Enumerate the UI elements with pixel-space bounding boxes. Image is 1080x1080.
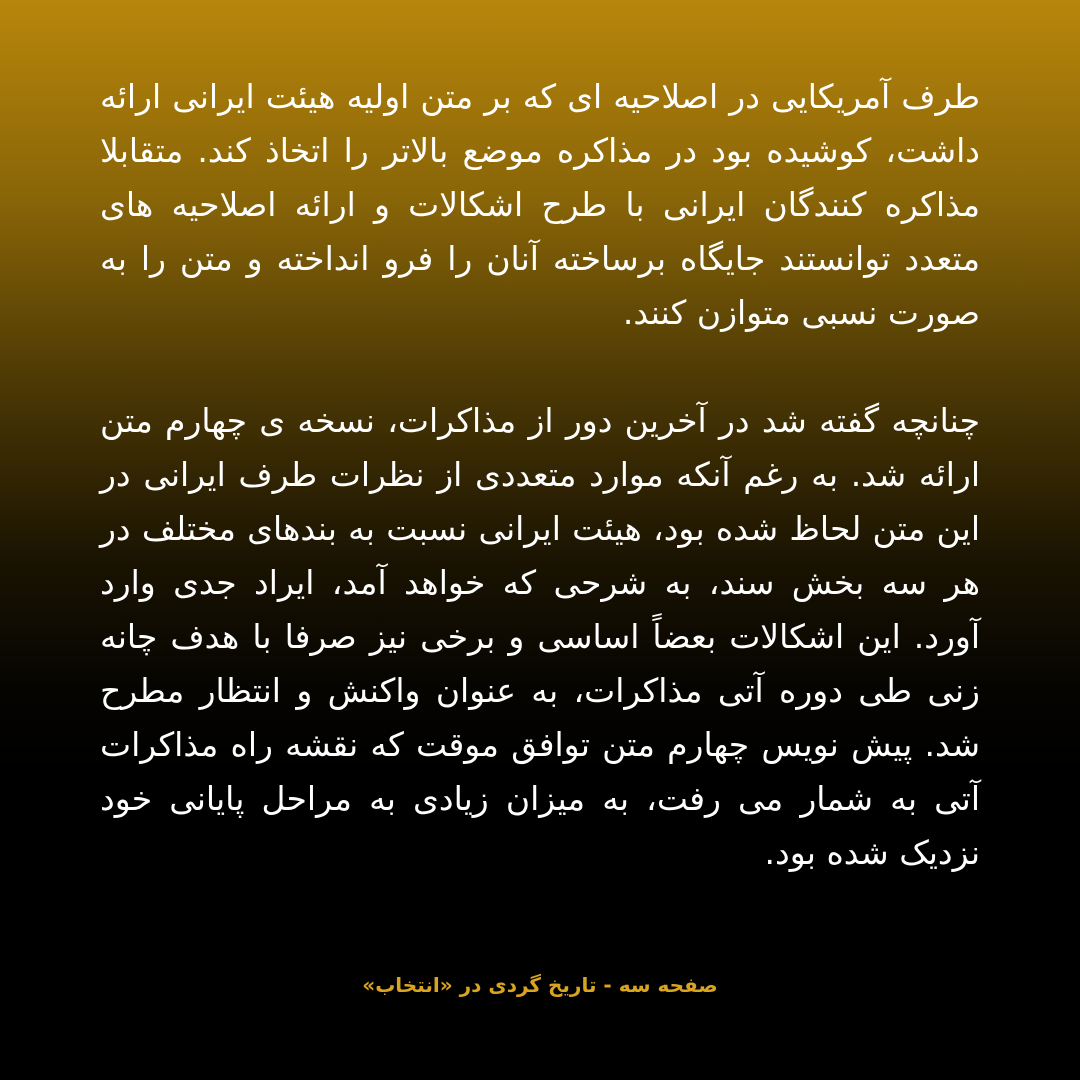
article-body bbox=[100, 70, 980, 880]
page-footer-caption: صفحه سه - تاریخ گردی در «انتخاب» bbox=[362, 973, 718, 997]
paragraph-2: چنانچه گفته شد در آخرین دور از مذاکرات، نسخه ی چهارم متن ارائه شد. به رغم آنکه موارد متعددی از نظرات طرف ایرانی در این متن لحاظ شده بود، هیئت ایرانی نسبت به بندهای مختلف در هر سه بخش سند، به شرحی که خواهد آمد، ایراد جدی وارد آورد. این اشکالات بعضاً اساسی و برخی نیز صرفا با هدف چانه زنی طی دوره آتی مذاکرات، به عنوان واکنش و انتظار مطرح شد. پیش نویس چهارم متن توافق موقت که نقشه راه مذاکرات آتی به شمار می رفت، به میزان زیادی به مراحل پایانی خود نزدیک شده بود. bbox=[100, 401, 980, 872]
paragraph-1: طرف آمریکایی در اصلاحیه ای که بر متن اولیه هیئت ایرانی ارائه داشت، کوشیده بود در مذاکره موضع بالاتر را اتخاذ کند. متقابلا مذاکره کنندگان ایرانی با طرح اشکالات و ارائه اصلاحیه های متعدد توانستند جایگاه برساخته آنان را فرو انداخته و متن را به صورت نسبی متوازن کنند. bbox=[100, 77, 980, 332]
